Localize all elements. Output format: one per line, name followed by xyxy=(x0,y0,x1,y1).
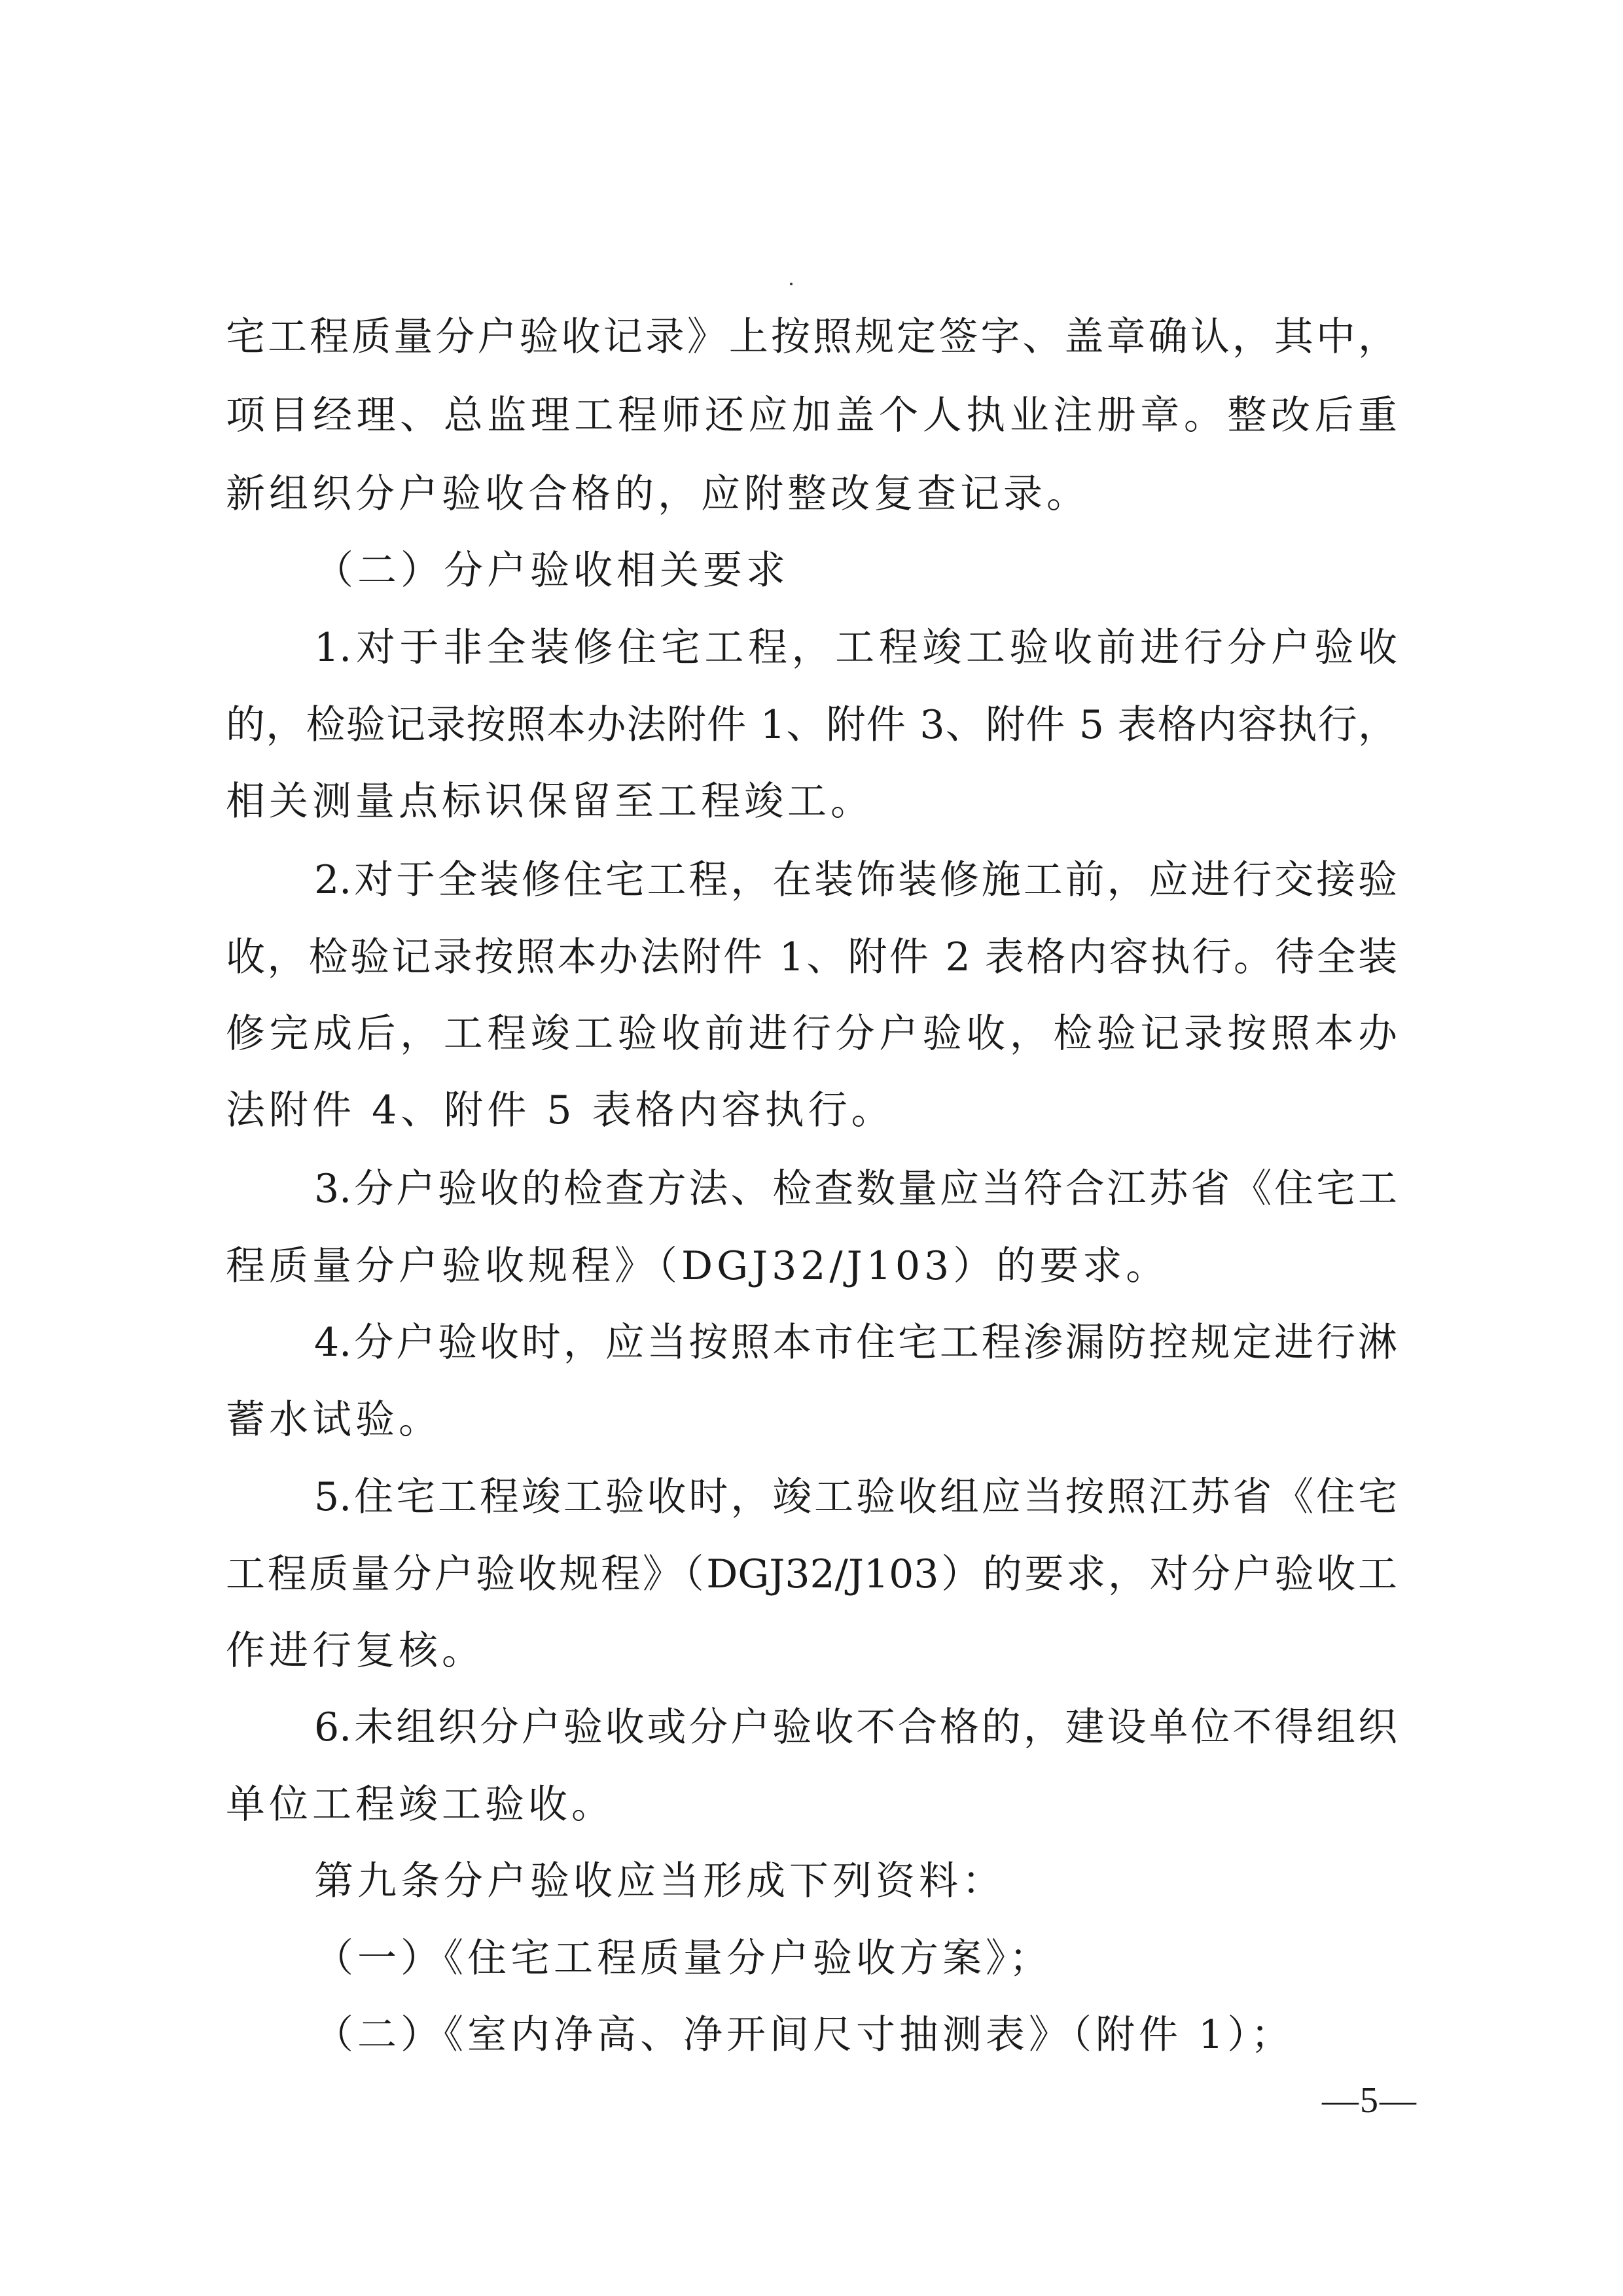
text-line: 法附件 4、附件 5 表格内容执行。 xyxy=(226,1087,895,1133)
text-line: 项目经理、总监理工程师还应加盖个人执业注册章。整改后重 xyxy=(226,393,1397,438)
list-item: （一）《住宅工程质量分户验收方案》； xyxy=(314,1935,1052,1981)
text-line: 工程质量分户验收规程》（DGJ32/J103）的要求，对分户验收工 xyxy=(226,1551,1397,1597)
text-line: 4.分户验收时，应当按照本市住宅工程渗漏防控规定进行淋 xyxy=(314,1320,1397,1366)
page-number: —5— xyxy=(1322,2080,1418,2121)
text-line: 修完成后，工程竣工验收前进行分户验收，检验记录按照本办 xyxy=(226,1011,1397,1057)
text-line: 1.对于非全装修住宅工程，工程竣工验收前进行分户验收 xyxy=(314,625,1397,671)
text-line: 6.未组织分户验收或分户验收不合格的，建设单位不得组织 xyxy=(314,1704,1397,1750)
text-line: 宅工程质量分户验收记录》上按照规定签字、盖章确认，其中， xyxy=(226,314,1397,360)
article-heading: 第九条分户验收应当形成下列资料： xyxy=(314,1858,1005,1904)
text-line: 单位工程竣工验收。 xyxy=(226,1782,615,1828)
text-line: 5.住宅工程竣工验收时，竣工验收组应当按照江苏省《住宅 xyxy=(314,1474,1397,1520)
scan-speck xyxy=(790,283,793,285)
text-line: 收，检验记录按照本办法附件 1、附件 2 表格内容执行。待全装 xyxy=(226,934,1397,980)
text-line: 蓄水试验。 xyxy=(226,1397,442,1443)
text-line: 的，检验记录按照本办法附件 1、附件 3、附件 5 表格内容执行， xyxy=(226,702,1397,748)
text-line: 2.对于全装修住宅工程，在装饰装修施工前，应进行交接验 xyxy=(314,857,1397,903)
list-item: （二）《室内净高、净开间尺寸抽测表》（附件 1）； xyxy=(314,2012,1294,2058)
text-line: 新组织分户验收合格的，应附整改复查记录。 xyxy=(226,471,1090,517)
text-line: 程质量分户验收规程》（DGJ32/J103）的要求。 xyxy=(226,1243,1169,1289)
text-line: 作进行复核。 xyxy=(226,1628,485,1674)
text-line: 3.分户验收的检查方法、检查数量应当符合江苏省《住宅工 xyxy=(314,1166,1397,1212)
section-heading: （二）分户验收相关要求 xyxy=(314,548,789,593)
text-line: 相关测量点标识保留至工程竣工。 xyxy=(226,779,874,824)
